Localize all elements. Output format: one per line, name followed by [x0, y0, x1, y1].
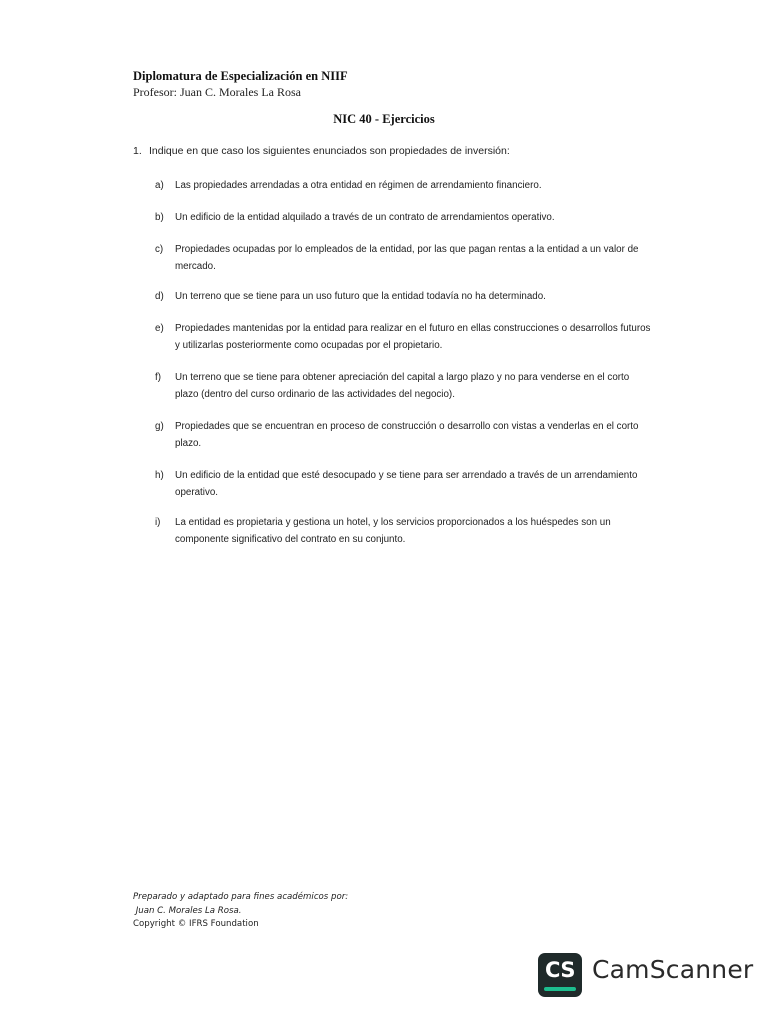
footer-copyright: Copyright © IFRS Foundation	[133, 919, 259, 929]
list-item	[155, 468, 655, 501]
item-letter: b)	[155, 212, 164, 223]
list-item	[155, 321, 655, 354]
section-title: NIC 40 - Ejercicios	[333, 112, 435, 126]
camscanner-logo-bar	[544, 987, 576, 991]
footer-author: Juan C. Morales La Rosa.	[133, 905, 242, 916]
item-text: La entidad es propietaria y gestiona un hotel, y los servicios proporcionados a los huéspedes son un componente significativo del contrato en su conjunto.	[175, 517, 611, 545]
item-letter: d)	[155, 291, 164, 302]
item-letter: h)	[155, 470, 164, 481]
item-letter: i)	[155, 517, 161, 528]
camscanner-watermark: CamScanner	[592, 955, 754, 984]
item-text: Un edificio de la entidad que esté desocupado y se tiene para ser arrendado a través de un arrendamiento operativo.	[175, 470, 638, 498]
question-1	[133, 145, 510, 157]
list-item	[155, 178, 655, 195]
list-item	[155, 289, 655, 306]
item-text: Un edificio de la entidad alquilado a través de un contrato de arrendamientos operativo.	[175, 212, 555, 223]
item-letter: c)	[155, 244, 164, 255]
list-item	[155, 419, 655, 452]
professor-name: Profesor: Juan C. Morales La Rosa	[133, 85, 301, 99]
list-item	[155, 242, 655, 275]
item-letter: f)	[155, 372, 161, 383]
item-text: Las propiedades arrendadas a otra entidad en régimen de arrendamiento financiero.	[175, 180, 542, 191]
item-letter: g)	[155, 421, 164, 432]
item-text: Un terreno que se tiene para un uso futuro que la entidad todavía no ha determinado.	[175, 291, 546, 302]
question-number: 1.	[133, 145, 142, 157]
list-item	[155, 515, 655, 548]
camscanner-logo-icon	[538, 953, 582, 997]
camscanner-logo-text: CS	[545, 958, 575, 982]
footer-credits	[133, 891, 348, 932]
course-title: Diplomatura de Especialización en NIIF	[133, 69, 348, 83]
item-letter: e)	[155, 323, 164, 334]
item-text: Un terreno que se tiene para obtener apreciación del capital a largo plazo y no para venderse en el corto plazo (dentro del curso ordinario de las actividades del negocio).	[175, 372, 630, 400]
item-text: Propiedades ocupadas por lo empleados de la entidad, por las que pagan rentas a la entidad a un valor de mercado.	[175, 244, 639, 272]
footer-prepared-by: Preparado y adaptado para fines académicos por:	[133, 892, 349, 902]
question-text: Indique en que caso los siguientes enunciados son propiedades de inversión:	[149, 145, 510, 157]
item-text: Propiedades que se encuentran en proceso de construcción o desarrollo con vistas a venderlas en el corto plazo.	[175, 421, 639, 449]
list-item	[155, 370, 655, 403]
item-text: Propiedades mantenidas por la entidad para realizar en el futuro en ellas construcciones o desarrollos futuros y utilizarlas posteriormente como ocupadas por el propietario.	[175, 323, 651, 351]
list-item	[155, 210, 655, 227]
item-letter: a)	[155, 180, 164, 191]
